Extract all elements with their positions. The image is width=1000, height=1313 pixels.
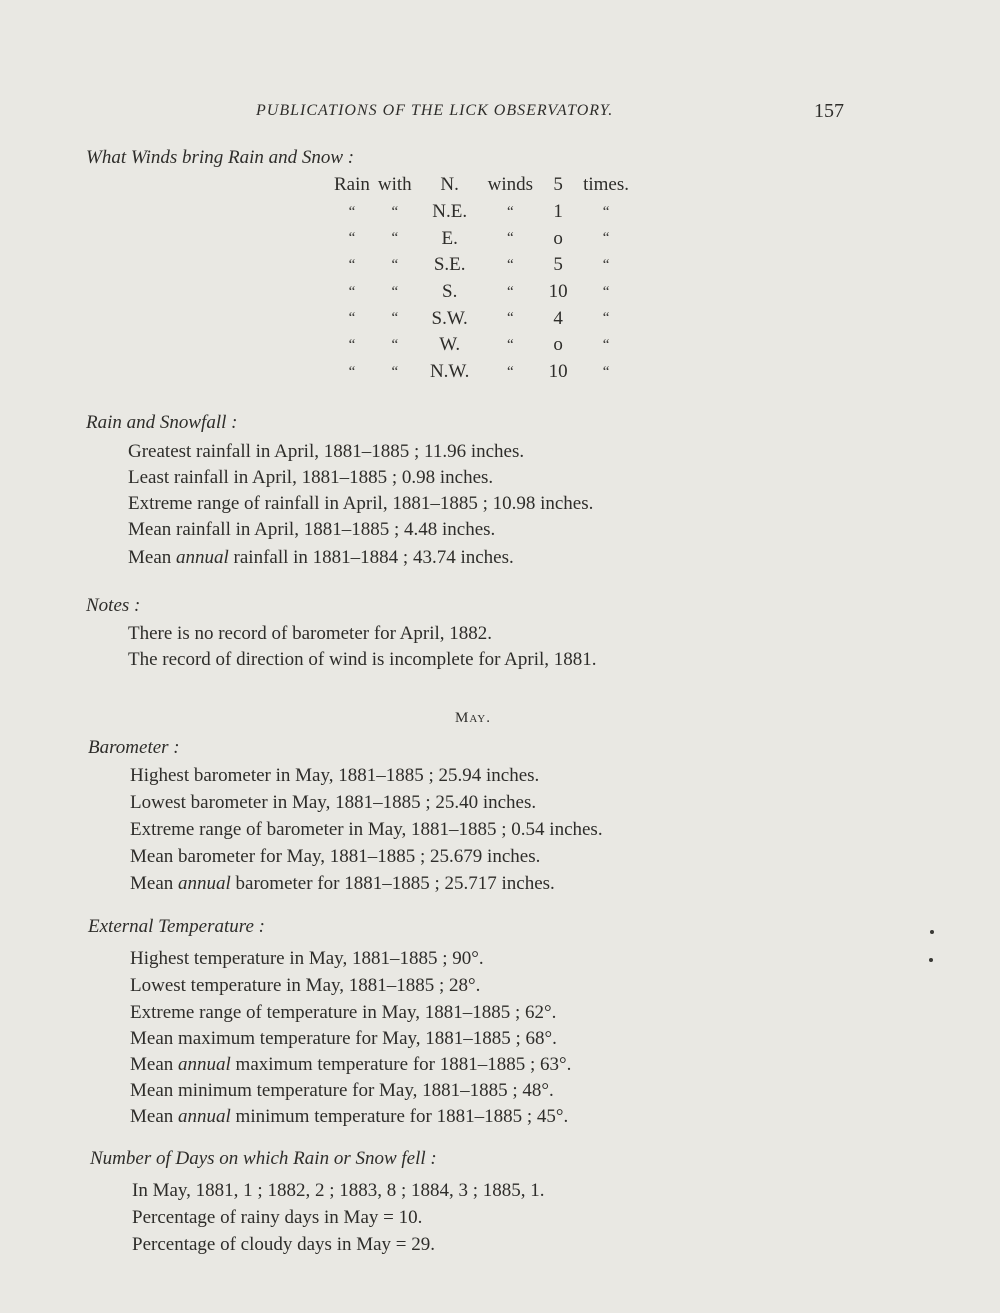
- barometer-line: Mean barometer for May, 1881–1885 ; 25.679 inches.: [130, 846, 541, 867]
- wind-cell-q3: winds: [487, 174, 534, 196]
- wind-cell-q4: “: [602, 203, 610, 220]
- barometer-heading: Barometer :: [88, 737, 180, 758]
- wind-cell-q3: “: [507, 230, 514, 247]
- wind-cell-n: 10: [548, 361, 568, 383]
- line-text: rainfall in 1881–1884 ; 43.74 inches.: [233, 547, 514, 568]
- wind-cell-q3: “: [507, 310, 514, 327]
- wind-cell-dir: N.W.: [429, 361, 470, 383]
- wind-cell-q3: “: [507, 283, 514, 300]
- wind-cell-c1: “: [348, 336, 356, 353]
- rain-line: Mean rainfall in April, 1881–1885 ; 4.48 inches.: [128, 519, 496, 540]
- winds-heading: What Winds bring Rain and Snow :: [86, 147, 355, 168]
- barometer-line: Lowest barometer in May, 1881–1885 ; 25.40 inches.: [130, 792, 537, 813]
- wind-cell-q3: “: [507, 256, 514, 273]
- days-line: Percentage of cloudy days in May = 29.: [132, 1234, 436, 1255]
- wind-cell-c2: “: [391, 310, 399, 327]
- wind-cell-dir: S.W.: [431, 307, 468, 329]
- page-number: 157: [814, 100, 844, 122]
- note-line: The record of direction of wind is incomplete for April, 1881.: [128, 649, 597, 670]
- wind-cell-q4: “: [602, 256, 610, 273]
- wind-cell-dir: S.: [442, 281, 458, 303]
- winds-table: [330, 172, 633, 386]
- wind-cell-c2: “: [391, 363, 399, 380]
- month-heading: May.: [455, 710, 491, 726]
- wind-cell-q3: “: [507, 336, 514, 353]
- italic-word: annual: [176, 547, 229, 568]
- line-text: Mean: [130, 1106, 174, 1127]
- wind-cell-q4: “: [602, 310, 610, 327]
- wind-cell-dir: W.: [439, 334, 461, 356]
- wind-cell-c1: “: [348, 230, 356, 247]
- wind-cell-c1: “: [348, 363, 356, 380]
- wind-cell-c2: “: [391, 336, 399, 353]
- wind-cell-n: 1: [553, 201, 563, 223]
- line-text: maximum temperature for 1881–1885 ; 63°.: [235, 1054, 572, 1075]
- wind-cell-n: 10: [548, 281, 568, 303]
- rain-line: Greatest rainfall in April, 1881–1885 ; 11.96 inches.: [128, 441, 525, 462]
- wind-cell-c1: “: [348, 256, 356, 273]
- days-heading: Number of Days on which Rain or Snow fell :: [90, 1148, 437, 1169]
- wind-cell-c2: “: [391, 256, 399, 273]
- wind-cell-q4: “: [602, 336, 610, 353]
- wind-cell-q4: “: [602, 363, 610, 380]
- italic-word: annual: [178, 873, 231, 894]
- wind-cell-n: 5: [553, 254, 563, 276]
- wind-cell-dir: N.E.: [432, 201, 468, 223]
- wind-cell-dir: S.E.: [433, 254, 466, 276]
- wind-cell-dir: E.: [441, 227, 458, 249]
- barometer-annual-line: [130, 873, 555, 895]
- wind-row: [330, 305, 633, 332]
- wind-cell-q4: “: [602, 283, 610, 300]
- wind-row: [330, 279, 633, 306]
- wind-cell-c1: “: [348, 203, 356, 220]
- wind-row: [330, 332, 633, 359]
- ink-spot: [930, 930, 934, 934]
- wind-cell-c1: “: [348, 283, 356, 300]
- italic-word: annual: [178, 1106, 231, 1127]
- barometer-line: Extreme range of barometer in May, 1881–1885 ; 0.54 inches.: [130, 819, 603, 840]
- wind-cell-c2: “: [391, 283, 399, 300]
- note-line: There is no record of barometer for April, 1882.: [128, 623, 493, 644]
- temperature-line: Highest temperature in May, 1881–1885 ; 90°.: [130, 948, 484, 969]
- temperature-line: Mean maximum temperature for May, 1881–1885 ; 68°.: [130, 1028, 557, 1049]
- wind-row: [330, 199, 633, 226]
- wind-row: [330, 225, 633, 252]
- rain-line: Extreme range of rainfall in April, 1881–1885 ; 10.98 inches.: [128, 493, 594, 514]
- wind-row: [330, 252, 633, 279]
- wind-cell-q3: “: [507, 203, 514, 220]
- ink-spot: [929, 958, 933, 962]
- line-text: Mean: [130, 1054, 174, 1075]
- wind-row: [330, 359, 633, 386]
- wind-cell-dir: N.: [440, 174, 459, 196]
- wind-cell-q4: “: [602, 230, 610, 247]
- italic-word: annual: [178, 1054, 231, 1075]
- rain-annual-line: [128, 547, 514, 569]
- line-text: barometer for 1881–1885 ; 25.717 inches.: [235, 873, 555, 894]
- wind-cell-c2: with: [377, 174, 412, 196]
- wind-row: [330, 172, 633, 199]
- rain-heading: Rain and Snowfall :: [86, 412, 238, 433]
- line-text: minimum temperature for 1881–1885 ; 45°.: [235, 1106, 569, 1127]
- notes-heading: Notes :: [86, 595, 141, 616]
- line-text: Mean: [128, 547, 172, 568]
- wind-cell-c2: “: [391, 230, 399, 247]
- running-header: PUBLICATIONS OF THE LICK OBSERVATORY.: [256, 102, 614, 119]
- temperature-line: Extreme range of temperature in May, 1881–1885 ; 62°.: [130, 1002, 557, 1023]
- temperature-heading: External Temperature :: [88, 916, 265, 937]
- wind-cell-q4: times.: [583, 174, 629, 196]
- wind-cell-n: o: [553, 334, 563, 356]
- wind-cell-n: 5: [553, 174, 563, 196]
- wind-cell-n: 4: [553, 307, 563, 329]
- temperature-mean-min-line: Mean minimum temperature for May, 1881–1885 ; 48°.: [130, 1080, 554, 1101]
- rain-line: Least rainfall in April, 1881–1885 ; 0.98 inches.: [128, 467, 494, 488]
- days-line: Percentage of rainy days in May = 10.: [132, 1207, 423, 1228]
- temperature-line: Lowest temperature in May, 1881–1885 ; 28°.: [130, 975, 481, 996]
- barometer-line: Highest barometer in May, 1881–1885 ; 25.94 inches.: [130, 765, 540, 786]
- wind-cell-n: o: [553, 227, 563, 249]
- temperature-annual-min-line: [130, 1106, 568, 1128]
- line-text: Mean: [130, 873, 174, 894]
- wind-cell-c2: “: [391, 203, 399, 220]
- wind-cell-c1: Rain: [334, 174, 370, 196]
- wind-cell-c1: “: [348, 310, 356, 327]
- wind-cell-q3: “: [507, 363, 514, 380]
- days-line: In May, 1881, 1 ; 1882, 2 ; 1883, 8 ; 1884, 3 ; 1885, 1.: [132, 1180, 545, 1201]
- temperature-annual-max-line: [130, 1054, 571, 1076]
